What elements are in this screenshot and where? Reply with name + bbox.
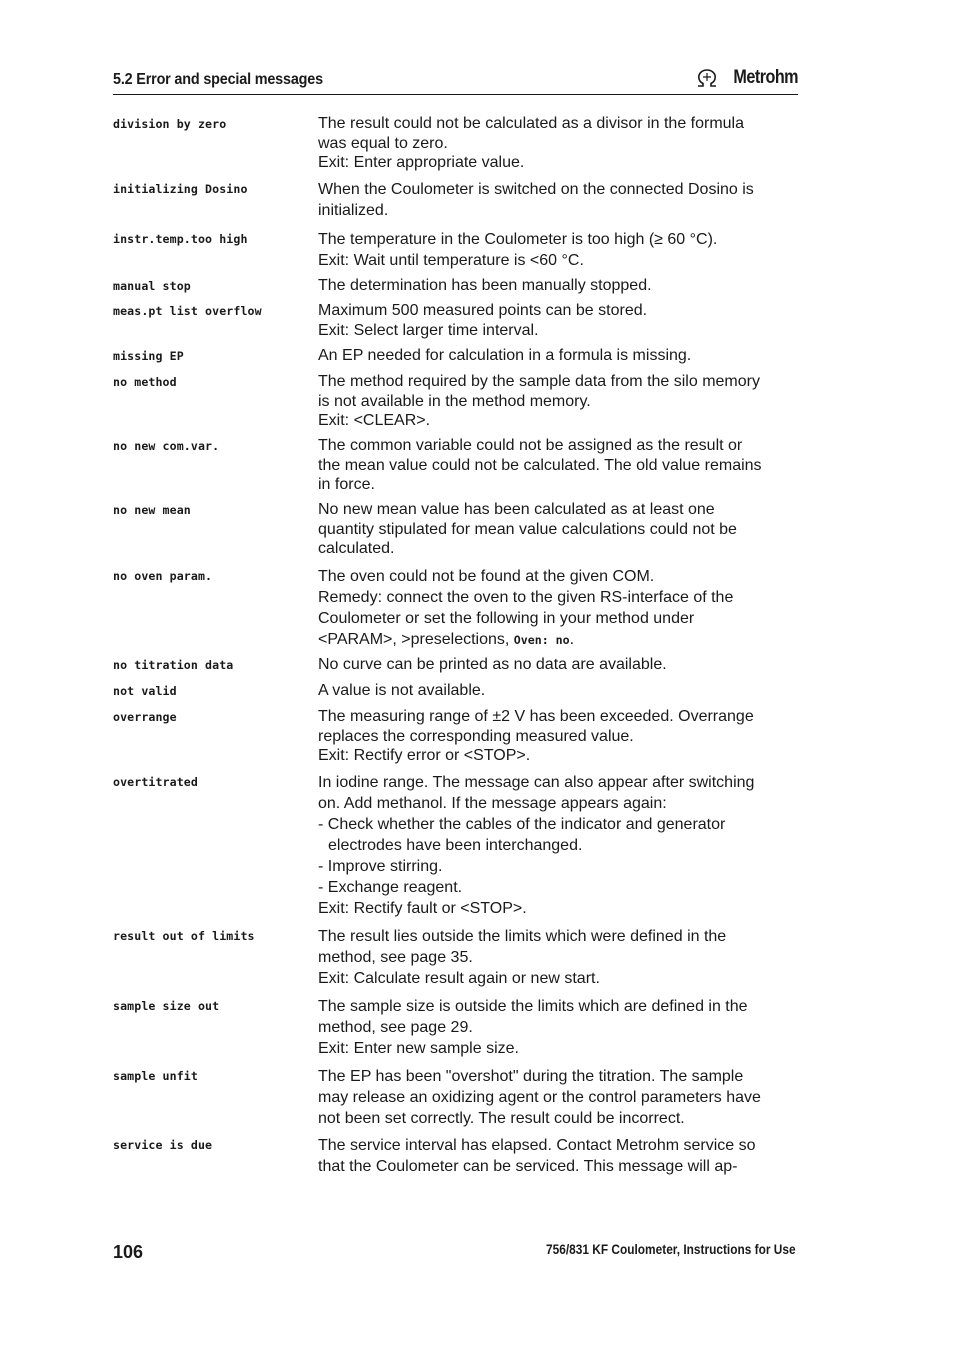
section-title: 5.2 Error and special messages	[113, 71, 323, 88]
description-line: Exit: <CLEAR>.	[318, 412, 431, 429]
message-term: division by zero	[113, 117, 227, 131]
brand-name: Metrohm	[733, 67, 798, 88]
description-line: The common variable could not be assigned as the result or	[318, 437, 743, 454]
message-description	[318, 926, 803, 989]
description-line: The EP has been "overshot" during the titration. The sample	[318, 1068, 744, 1085]
message-description	[318, 229, 803, 271]
message-term: result out of limits	[113, 929, 255, 943]
message-term: no oven param.	[113, 569, 213, 583]
description-line: - Exchange reagent.	[318, 879, 463, 896]
description-text: <PARAM>, >preselections,	[318, 631, 514, 648]
description-line: In iodine range. The message can also appear after switching	[318, 774, 755, 791]
description-line: that the Coulometer can be serviced. This message will ap-	[318, 1158, 738, 1175]
message-description	[318, 372, 803, 431]
description-line: Exit: Enter new sample size.	[318, 1040, 519, 1057]
description-line: The result lies outside the limits which were defined in the	[318, 928, 727, 945]
description-line: not been set correctly. The result could be incorrect.	[318, 1110, 685, 1127]
description-line: The measuring range of ±2 V has been exceeded. Overrange	[318, 708, 754, 725]
message-description	[318, 707, 803, 766]
description-line: electrodes have been interchanged.	[328, 837, 583, 854]
description-line: Exit: Rectify error or <STOP>.	[318, 747, 531, 764]
message-term: no method	[113, 375, 177, 389]
description-line: replaces the corresponding measured value.	[318, 727, 634, 745]
message-term: initializing Dosino	[113, 182, 248, 196]
document-title: 756/831 KF Coulometer, Instructions for Use	[546, 1242, 796, 1257]
message-description	[318, 500, 803, 559]
message-description	[318, 114, 803, 173]
description-line: Exit: Enter appropriate value.	[318, 154, 525, 171]
description-line: The oven could not be found at the given COM.	[318, 568, 655, 585]
message-term: overtitrated	[113, 775, 198, 789]
description-line: Exit: Select larger time interval.	[318, 321, 539, 339]
message-term: no new com.var.	[113, 439, 220, 453]
message-term: sample unfit	[113, 1069, 198, 1083]
description-line: Exit: Wait until temperature is <60 °C.	[318, 252, 584, 269]
description-line: The temperature in the Coulometer is too high (≥ 60 °C).	[318, 231, 718, 248]
description-line: method, see page 29.	[318, 1019, 473, 1036]
message-description	[318, 1135, 803, 1177]
description-line: quantity stipulated for mean value calculations could not be	[318, 520, 737, 538]
description-line: The result could not be calculated as a divisor in the formula	[318, 115, 745, 132]
description-line: initialized.	[318, 202, 389, 219]
message-description	[318, 681, 803, 701]
description-line: - Check whether the cables of the indicator and generator	[318, 816, 726, 833]
description-line: No curve can be printed as no data are available.	[318, 656, 667, 673]
message-description	[318, 346, 803, 366]
message-description	[318, 436, 803, 495]
description-line: - Improve stirring.	[318, 858, 443, 875]
description-line: Maximum 500 measured points can be stored.	[318, 302, 648, 319]
message-term: manual stop	[113, 279, 191, 293]
message-description	[318, 1066, 803, 1129]
message-term: no new mean	[113, 503, 191, 517]
description-line: When the Coulometer is switched on the connected Dosino is	[318, 181, 754, 198]
message-description	[318, 655, 803, 675]
description-line	[318, 629, 803, 651]
description-line: The service interval has elapsed. Contact Metrohm service so	[318, 1137, 756, 1154]
message-term: overrange	[113, 710, 177, 724]
description-line: may release an oxidizing agent or the control parameters have	[318, 1089, 761, 1106]
message-term: meas.pt list overflow	[113, 304, 262, 318]
description-line: An EP needed for calculation in a formula is missing.	[318, 347, 692, 364]
description-line: in force.	[318, 476, 375, 493]
message-term: sample size out	[113, 999, 220, 1013]
description-line: The sample size is outside the limits which are defined in the	[318, 998, 748, 1015]
message-term: not valid	[113, 684, 177, 698]
message-term: missing EP	[113, 349, 184, 363]
description-line: calculated.	[318, 540, 395, 557]
message-description	[318, 276, 803, 296]
description-line: The determination has been manually stopped.	[318, 277, 652, 294]
description-line: Exit: Rectify fault or <STOP>.	[318, 900, 527, 917]
header-divider	[113, 94, 798, 95]
description-line: A value is not available.	[318, 682, 486, 699]
message-description	[318, 772, 803, 919]
message-description	[318, 566, 803, 651]
message-term: no titration data	[113, 658, 234, 672]
description-line: is not available in the method memory.	[318, 392, 591, 410]
message-description	[318, 996, 803, 1059]
description-line: No new mean value has been calculated as at least one	[318, 501, 715, 518]
inline-setting: Oven: no	[513, 633, 570, 647]
message-term: instr.temp.too high	[113, 232, 248, 246]
description-line: method, see page 35.	[318, 949, 473, 966]
description-line: on. Add methanol. If the message appears again:	[318, 795, 667, 812]
message-description	[318, 301, 803, 340]
description-line: Coulometer or set the following in your method under	[318, 610, 695, 627]
inline-suffix: .	[569, 631, 575, 648]
description-line: Remedy: connect the oven to the given RS-interface of the	[318, 589, 734, 606]
page-number: 106	[113, 1242, 144, 1262]
description-line: Exit: Calculate result again or new start.	[318, 970, 600, 987]
brand-logo	[695, 66, 798, 90]
page-header	[113, 66, 798, 94]
description-line: the mean value could not be calculated. The old value remains	[318, 456, 762, 474]
description-line: The method required by the sample data from the silo memory	[318, 373, 760, 390]
description-line: was equal to zero.	[318, 134, 448, 152]
message-description	[318, 179, 803, 221]
metrohm-omega-logo-icon	[695, 68, 719, 88]
message-term: service is due	[113, 1138, 213, 1152]
